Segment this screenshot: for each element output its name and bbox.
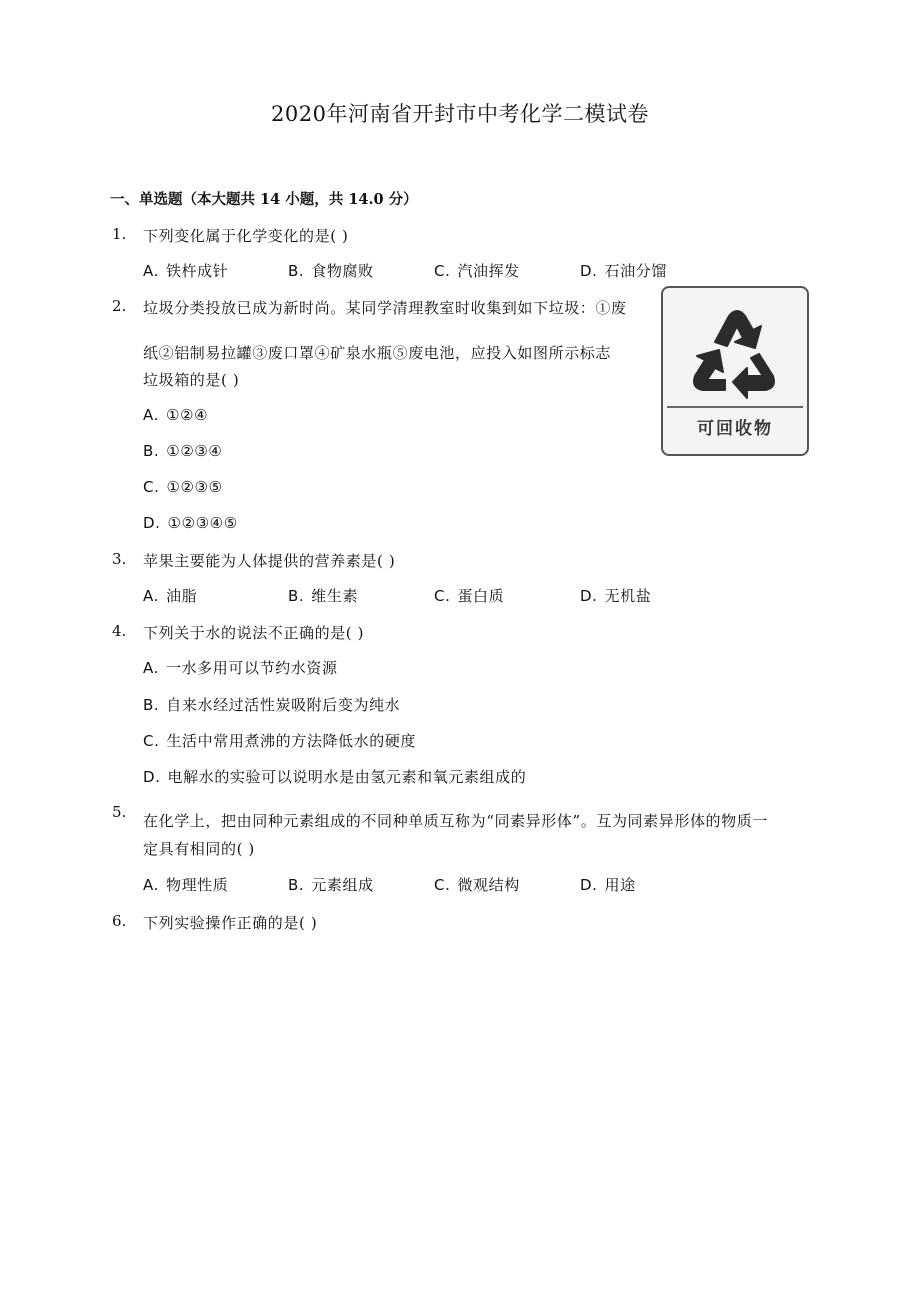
- option-text: 维生素: [311, 587, 359, 605]
- option-label: D.: [580, 587, 598, 605]
- option-b[interactable]: [143, 694, 400, 715]
- question-text: 纸②铝制易拉罐③废口罩④矿泉水瓶⑤废电池，应投入如图所示标志: [143, 344, 612, 362]
- option-c[interactable]: [143, 478, 223, 496]
- option-a[interactable]: [143, 874, 228, 895]
- question-text: 垃圾分类投放已成为新时尚。某同学清理教室时收集到如下垃圾：①废: [143, 299, 627, 317]
- option-label: C.: [434, 587, 451, 605]
- option-label: A.: [143, 406, 159, 424]
- option-label: A.: [143, 262, 159, 280]
- option-text: ①②③④: [166, 442, 223, 460]
- option-label: C.: [434, 876, 451, 894]
- question-number: 5.: [112, 803, 127, 821]
- option-text: 电解水的实验可以说明水是由氢元素和氧元素组成的: [167, 768, 527, 786]
- option-text: 油脂: [165, 587, 198, 605]
- recyclable-sign-image: [661, 286, 809, 456]
- option-text: 食物腐败: [311, 262, 374, 280]
- option-text: 物理性质: [165, 876, 229, 894]
- question-text: 在化学上，把由同种元素组成的不同种单质互称为“同素异形体”。互为同素异形体的物质一: [143, 812, 768, 830]
- option-text: 自来水经过活性炭吸附后变为纯水: [166, 696, 401, 714]
- question-number: 1.: [112, 225, 127, 243]
- option-text: 蛋白质: [457, 587, 505, 605]
- question-text: 定具有相同的( ): [143, 840, 255, 858]
- option-label: B.: [143, 442, 160, 460]
- option-label: C.: [143, 732, 160, 750]
- option-text: ①②③⑤: [166, 478, 223, 496]
- option-label: D.: [143, 768, 161, 786]
- option-label: B.: [288, 587, 305, 605]
- option-text: 汽油挥发: [457, 262, 520, 280]
- option-label: B.: [143, 696, 160, 714]
- recycle-icon: [685, 302, 789, 402]
- option-text: ①②④: [165, 406, 209, 424]
- option-text: 微观结构: [457, 876, 520, 894]
- question-text: 垃圾箱的是( ): [143, 371, 240, 389]
- option-c[interactable]: [143, 730, 416, 751]
- option-b[interactable]: [288, 585, 358, 606]
- option-label: C.: [143, 478, 160, 496]
- question-text: 苹果主要能为人体提供的营养素是( ): [143, 552, 396, 570]
- question-number: 2.: [112, 297, 127, 315]
- option-d[interactable]: [143, 766, 526, 787]
- option-label: D.: [580, 876, 598, 894]
- option-a[interactable]: [143, 260, 228, 281]
- option-label: B.: [288, 262, 305, 280]
- option-b[interactable]: [288, 874, 374, 895]
- option-c[interactable]: [434, 585, 504, 606]
- option-label: A.: [143, 659, 159, 677]
- option-c[interactable]: [434, 260, 520, 281]
- option-c[interactable]: [434, 874, 520, 895]
- option-b[interactable]: [288, 260, 374, 281]
- option-text: 无机盐: [604, 587, 652, 605]
- sign-label: 可回收物: [697, 419, 773, 439]
- option-label: D.: [143, 514, 161, 532]
- option-a[interactable]: [143, 406, 208, 424]
- option-text: 元素组成: [311, 876, 374, 894]
- option-label: D.: [580, 262, 598, 280]
- option-label: A.: [143, 587, 159, 605]
- option-d[interactable]: [580, 874, 636, 895]
- option-b[interactable]: [143, 442, 222, 460]
- question-number: 4.: [112, 622, 127, 640]
- option-text: 生活中常用煮沸的方法降低水的硬度: [166, 732, 417, 750]
- option-d[interactable]: [580, 260, 667, 281]
- option-a[interactable]: [143, 657, 338, 678]
- question-text: 下列实验操作正确的是( ): [143, 914, 318, 932]
- option-text: 铁杵成针: [165, 262, 229, 280]
- option-label: B.: [288, 876, 305, 894]
- question-number: 3.: [112, 550, 127, 568]
- option-text: 用途: [604, 876, 636, 894]
- option-d[interactable]: [580, 585, 651, 606]
- option-text: ①②③④⑤: [167, 514, 238, 532]
- question-text: 下列变化属于化学变化的是( ): [143, 227, 349, 245]
- option-a[interactable]: [143, 585, 197, 606]
- option-label: A.: [143, 876, 159, 894]
- page-title: 2020年河南省开封市中考化学二模试卷: [271, 102, 649, 126]
- sign-divider: [667, 406, 803, 408]
- option-label: C.: [434, 262, 451, 280]
- question-text: 下列关于水的说法不正确的是( ): [143, 624, 365, 642]
- section-heading: 一、单选题（本大题共 14 小题，共 14.0 分）: [110, 191, 418, 208]
- question-number: 6.: [112, 912, 127, 930]
- option-text: 石油分馏: [604, 262, 667, 280]
- option-d[interactable]: [143, 514, 238, 532]
- option-text: 一水多用可以节约水资源: [165, 659, 338, 677]
